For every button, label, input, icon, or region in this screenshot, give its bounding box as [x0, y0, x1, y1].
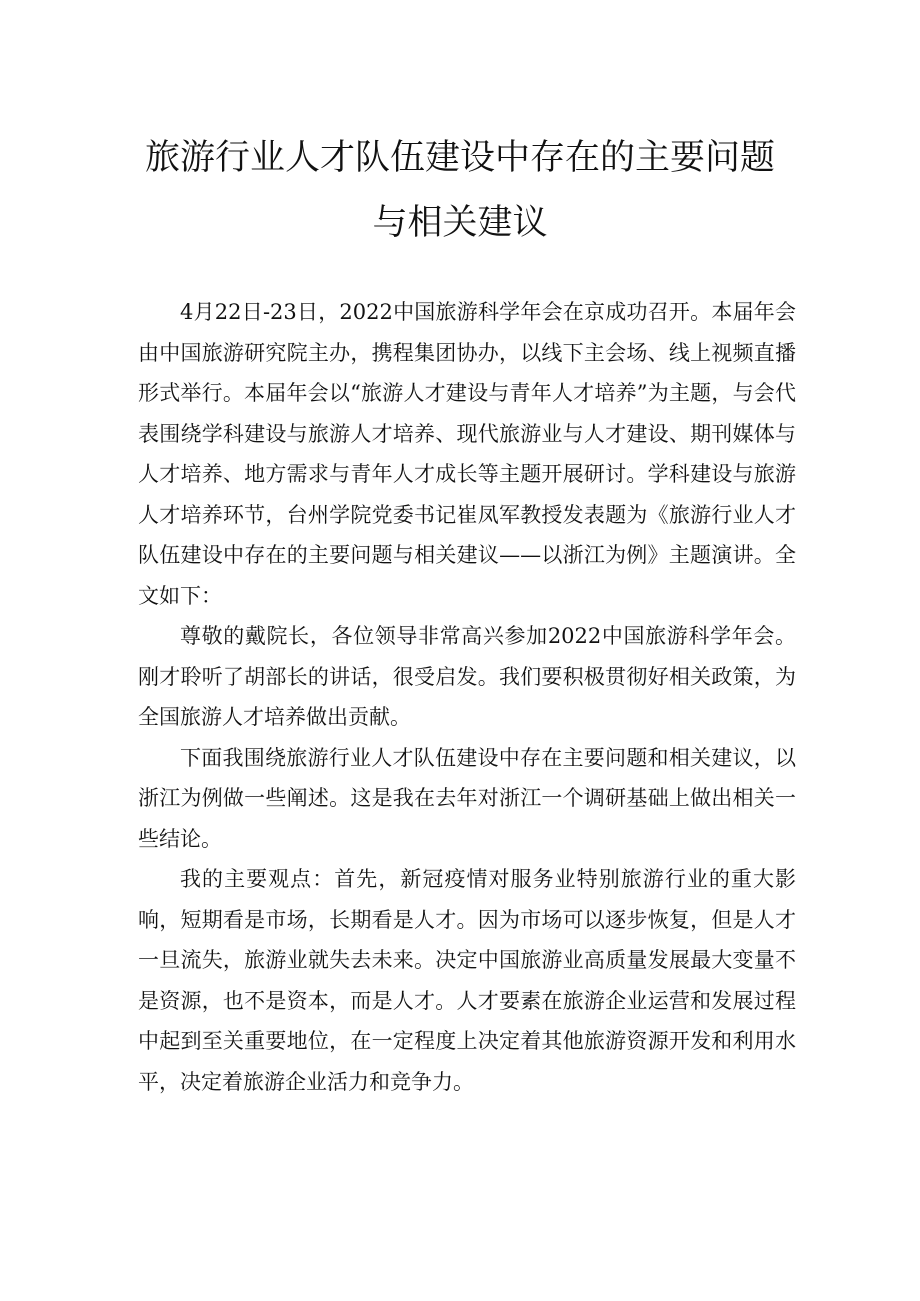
paragraph-main-points: 我的主要观点：首先，新冠疫情对服务业特别旅游行业的重大影响，短期看是市场，长期看是人才。因为市场可以逐步恢复，但是人才一旦流失，旅游业就失去未来。决定中国旅游业高质量发展最大变量不是资源，也不是资本，而是人才。人才要素在旅游企业运营和发展过程中起到至关重要地位，在一定程度上决定着其他旅游资源开发和利用水平，决定着旅游企业活力和竞争力。: [138, 867, 796, 1094]
paragraph-greeting: 尊敬的戴院长，各位领导非常高兴参加2022中国旅游科学年会。刚才聆听了胡部长的讲话，很受启发。我们要积极贯彻好相关政策，为全国旅游人才培养做出贡献。: [138, 624, 796, 729]
document-title-line-2: 与相关建议: [372, 203, 548, 243]
document-title-line-1: 旅游行业人才队伍建设中存在的主要问题: [144, 138, 775, 178]
paragraph-intro: 4月22日-23日，2022中国旅游科学年会在京成功召开。本届年会由中国旅游研究院主办，携程集团协办，以线下主会场、线上视频直播形式举行。本届年会以“旅游人才建设与青年人才培养”为主题，与会代表围绕学科建设与旅游人才培养、现代旅游业与人才建设、期刊媒体与人才培养、地方需求与青年人才成长等主题开展研讨。学科建设与旅游人才培养环节，台州学院党委书记崔凤军教授发表题为《旅游行业人才队伍建设中存在的主要问题与相关建议——以浙江为例》主题演讲。全文如下：: [138, 300, 796, 608]
document-body: [138, 292, 796, 1102]
paragraph-outline: 下面我围绕旅游行业人才队伍建设中存在主要问题和相关建议，以浙江为例做一些阐述。这是我在去年对浙江一个调研基础上做出相关一些结论。: [138, 745, 796, 851]
